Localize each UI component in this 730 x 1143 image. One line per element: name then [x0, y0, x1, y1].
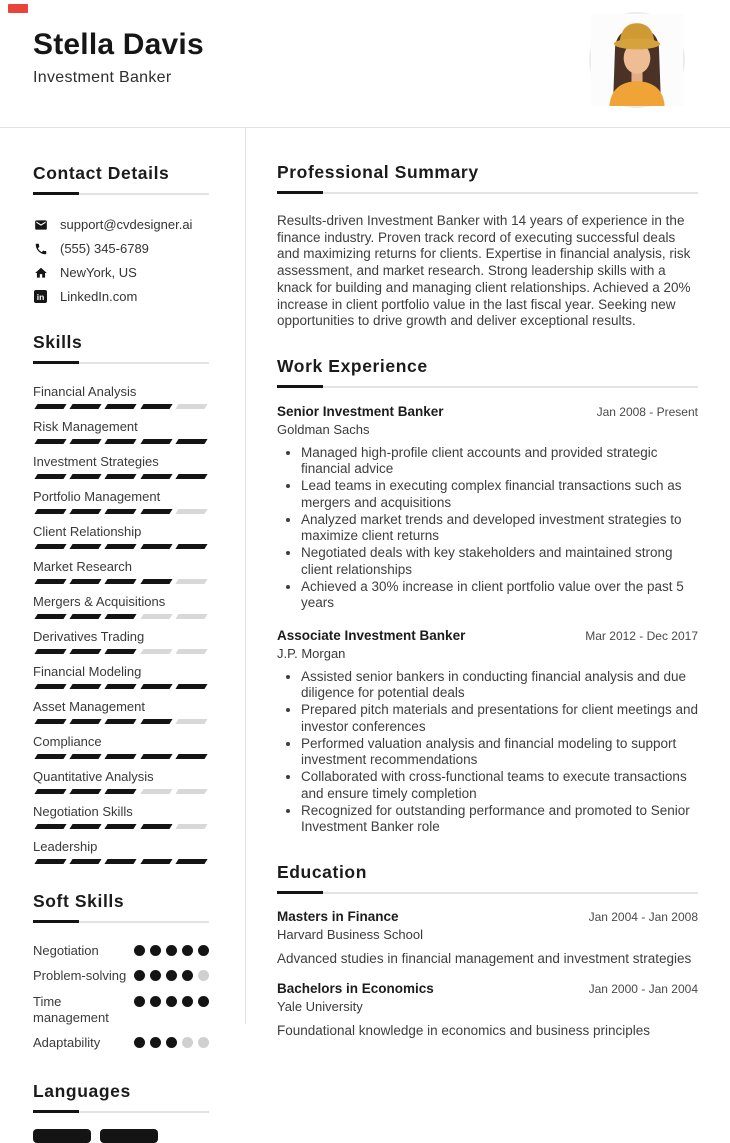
job-entry: [277, 404, 698, 612]
skill-label: Compliance: [33, 734, 102, 749]
soft-skill-dot: [150, 945, 161, 956]
skill-bar: [33, 649, 209, 654]
skill-bar-segment: [34, 824, 66, 829]
skill-bar: [33, 859, 209, 864]
soft-skill-dot: [134, 996, 145, 1007]
avatar: [589, 12, 685, 108]
skills-section-title: Skills: [33, 332, 83, 352]
skill-bar: [33, 824, 209, 829]
contact-phone-text: (555) 345-6789: [60, 241, 149, 256]
job-entry-head: [277, 628, 698, 643]
degree-description: Foundational knowledge in economics and business principles: [277, 1022, 650, 1038]
language-pill: [100, 1129, 158, 1143]
job-bullet: • Managed high-profile client accounts and provided strategic financial advice: [301, 445, 698, 478]
skill-bar: [33, 544, 209, 549]
soft-skill-label: Adaptability: [33, 1035, 101, 1050]
skill-bar-segment: [140, 824, 172, 829]
education-section: [277, 862, 698, 1038]
skill-bar-segment: [140, 404, 172, 409]
skill-bar-segment: [140, 859, 172, 864]
contact-list: [33, 217, 209, 304]
degree-name: Bachelors in Economics: [277, 980, 434, 996]
soft-skill-dot: [198, 970, 209, 981]
skill-bar-segment: [140, 754, 172, 759]
skill-bar: [33, 754, 209, 759]
skill-bar-segment: [105, 614, 137, 619]
section-rule: [277, 191, 698, 194]
skill-bar-segment: [105, 579, 137, 584]
skills-list: [33, 384, 209, 864]
header: [0, 0, 730, 128]
job-bullet: • Analyzed market trends and developed investment strategies to maximize client returns: [301, 512, 698, 545]
skill-bar: [33, 439, 209, 444]
job-dates: Jan 2008 - Present: [596, 404, 698, 419]
job-bullet: • Collaborated with cross-functional teams to execute transactions and ensure timely completion: [301, 769, 698, 802]
skill-bar-segment: [105, 789, 137, 794]
skill-bar-segment: [175, 439, 207, 444]
soft-skill-item: [33, 968, 209, 984]
soft-skill-dot: [182, 996, 193, 1007]
job-bullet: • Lead teams in executing complex financial transactions such as mergers and acquisitions: [301, 478, 698, 511]
soft-skills-section: [33, 891, 209, 1051]
skill-bar-segment: [34, 719, 66, 724]
education-entry-head: [277, 909, 698, 924]
job-dates: Mar 2012 - Dec 2017: [585, 628, 698, 643]
skill-bar-segment: [105, 719, 137, 724]
skill-bar-segment: [105, 404, 137, 409]
languages-section: [33, 1081, 209, 1143]
job-entry: [277, 628, 698, 836]
skill-item: [33, 419, 209, 444]
skill-bar-segment: [34, 859, 66, 864]
skill-bar: [33, 509, 209, 514]
skill-item: [33, 454, 209, 479]
skill-item: [33, 664, 209, 689]
phone-icon: [33, 241, 48, 256]
skill-bar-segment: [70, 509, 102, 514]
degree-name: Masters in Finance: [277, 908, 399, 924]
education-list: [277, 909, 698, 1038]
skill-bar-segment: [34, 474, 66, 479]
job-bullet: • Recognized for outstanding performance and promoted to Senior Investment Banker role: [301, 803, 698, 836]
soft-skill-dot: [182, 945, 193, 956]
skill-bar-segment: [105, 824, 137, 829]
skill-label: Financial Analysis: [33, 384, 137, 399]
soft-skill-item: [33, 943, 209, 959]
job-bullets: [301, 445, 698, 612]
contact-email-text[interactable]: support@cvdesigner.ai: [60, 217, 193, 232]
skill-item: [33, 594, 209, 619]
contact-linkedin-text[interactable]: LinkedIn.com: [60, 289, 138, 304]
skill-label: Portfolio Management: [33, 489, 161, 504]
skill-item: [33, 734, 209, 759]
soft-skill-dot: [166, 1037, 177, 1048]
job-entry-head: [277, 404, 698, 419]
skill-bar: [33, 579, 209, 584]
skill-bar: [33, 404, 209, 409]
body-columns: [0, 128, 730, 1102]
skill-bar-segment: [70, 859, 102, 864]
skill-item: [33, 804, 209, 829]
soft-skill-dot: [150, 970, 161, 981]
experience-section-title: Work Experience: [277, 355, 428, 376]
contact-row-phone: [33, 241, 209, 256]
skill-bar-segment: [70, 789, 102, 794]
soft-skill-label: Negotiation: [33, 943, 99, 958]
skill-bar-segment: [105, 439, 137, 444]
summary-text: Results-driven Investment Banker with 14 years of experience in the finance industry. Proven track record of executing successful deals and maximizing returns for clients. Expertise in financial analysis, risk assessment, and market research. Strong leadership skills with a knack for building and managing client relationships. Achieved a 20% increase in client portfolio value in the last fiscal year. Seeking new opportunities to drive growth and deliver exceptional results.: [277, 213, 691, 329]
language-pills: [33, 1129, 209, 1143]
section-rule: [277, 891, 698, 894]
soft-skill-dots: [134, 994, 209, 1007]
school-name: Yale University: [277, 998, 363, 1014]
skill-label: Market Research: [33, 559, 132, 574]
skill-bar-segment: [175, 509, 207, 514]
soft-skills-list: [33, 943, 209, 1051]
person-name: Stella Davis: [33, 28, 204, 61]
skill-bar: [33, 684, 209, 689]
skill-bar-segment: [175, 684, 207, 689]
skill-bar-segment: [175, 719, 207, 724]
skill-label: Leadership: [33, 839, 98, 854]
contact-location-text: NewYork, US: [60, 265, 137, 280]
job-role: Associate Investment Banker: [277, 627, 466, 643]
skill-item: [33, 839, 209, 864]
job-bullet: • Performed valuation analysis and financial modeling to support investment recommendations: [301, 736, 698, 769]
skill-bar-segment: [140, 614, 172, 619]
skill-bar: [33, 614, 209, 619]
skill-bar-segment: [70, 404, 102, 409]
soft-skill-dot: [182, 1037, 193, 1048]
skill-item: [33, 384, 209, 409]
soft-skill-item: [33, 994, 209, 1027]
section-rule: [33, 361, 209, 364]
skill-bar-segment: [34, 754, 66, 759]
summary-section-title: Professional Summary: [277, 162, 479, 182]
soft-skill-dot: [166, 996, 177, 1007]
job-bullet: • Negotiated deals with key stakeholders and maintained strong client relationships: [301, 545, 698, 578]
soft-skill-item: [33, 1035, 209, 1051]
person-job-title: Investment Banker: [33, 69, 172, 86]
language-pill: [33, 1129, 91, 1143]
skill-bar-segment: [140, 684, 172, 689]
skill-bar-segment: [105, 544, 137, 549]
skill-bar-segment: [70, 579, 102, 584]
skill-bar-segment: [140, 579, 172, 584]
soft-skill-dots: [134, 968, 209, 981]
skill-bar-segment: [70, 684, 102, 689]
skill-bar-segment: [70, 614, 102, 619]
skill-bar-segment: [70, 649, 102, 654]
languages-section-title: Languages: [33, 1081, 131, 1102]
skill-bar-segment: [105, 649, 137, 654]
skill-bar-segment: [34, 439, 66, 444]
soft-skill-dot: [198, 996, 209, 1007]
skill-label: Client Relationship: [33, 524, 142, 539]
skill-label: Negotiation Skills: [33, 804, 133, 819]
skill-bar-segment: [105, 754, 137, 759]
skill-item: [33, 699, 209, 724]
soft-skill-dot: [134, 970, 145, 981]
soft-skill-dot: [134, 1037, 145, 1048]
skill-bar-segment: [70, 474, 102, 479]
email-icon: [33, 217, 48, 232]
skill-label: Financial Modeling: [33, 664, 142, 679]
skill-bar-segment: [105, 474, 137, 479]
skill-bar-segment: [105, 684, 137, 689]
skill-bar-segment: [70, 719, 102, 724]
job-company: J.P. Morgan: [277, 645, 346, 661]
contact-section-title: Contact Details: [33, 163, 170, 183]
education-entry-head: [277, 981, 698, 996]
degree-dates: Jan 2000 - Jan 2004: [588, 981, 698, 996]
skill-label: Risk Management: [33, 419, 138, 434]
linkedin-icon: in: [33, 289, 48, 304]
skill-bar-segment: [140, 789, 172, 794]
contact-row-email: [33, 217, 209, 232]
soft-skill-dot: [150, 1037, 161, 1048]
skill-item: [33, 769, 209, 794]
skill-bar: [33, 474, 209, 479]
skill-bar-segment: [175, 614, 207, 619]
skill-bar-segment: [175, 579, 207, 584]
skill-label: Mergers & Acquisitions: [33, 594, 166, 609]
skill-bar-segment: [34, 509, 66, 514]
skill-bar-segment: [175, 859, 207, 864]
skill-bar-segment: [70, 824, 102, 829]
section-rule: [33, 920, 209, 923]
skill-item: [33, 489, 209, 514]
skill-bar: [33, 789, 209, 794]
soft-skills-section-title: Soft Skills: [33, 891, 125, 911]
soft-skill-dots: [134, 1035, 209, 1048]
skill-bar-segment: [175, 544, 207, 549]
soft-skill-dot: [166, 970, 177, 981]
job-bullets: [301, 669, 698, 836]
skill-bar-segment: [34, 544, 66, 549]
soft-skill-dots: [134, 943, 209, 956]
section-rule: [33, 1110, 209, 1113]
degree-dates: Jan 2004 - Jan 2008: [588, 909, 698, 924]
skills-section: [33, 332, 209, 864]
skill-bar-segment: [34, 649, 66, 654]
job-bullet: • Achieved a 30% increase in client portfolio value over the past 5 years: [301, 579, 698, 612]
main-column: [246, 128, 730, 1038]
skill-item: [33, 629, 209, 654]
red-corner-marker: [8, 4, 28, 13]
education-entry: [277, 981, 698, 1038]
school-name: Harvard Business School: [277, 926, 423, 942]
job-bullet: • Assisted senior bankers in conducting financial analysis and due diligence for potential deals: [301, 669, 698, 702]
skill-bar-segment: [34, 579, 66, 584]
skill-bar-segment: [34, 404, 66, 409]
skill-bar-segment: [175, 754, 207, 759]
skill-bar-segment: [140, 474, 172, 479]
skill-bar-segment: [140, 509, 172, 514]
skill-bar-segment: [175, 824, 207, 829]
degree-description: Advanced studies in financial management and investment strategies: [277, 950, 692, 966]
home-icon: [33, 265, 48, 280]
skill-bar-segment: [34, 789, 66, 794]
skill-bar-segment: [175, 404, 207, 409]
soft-skill-dot: [166, 945, 177, 956]
skill-bar-segment: [34, 614, 66, 619]
contact-row-linkedin: [33, 289, 209, 304]
soft-skill-dot: [134, 945, 145, 956]
skill-label: Asset Management: [33, 699, 146, 714]
soft-skill-dot: [182, 970, 193, 981]
skill-bar-segment: [70, 439, 102, 444]
job-company: Goldman Sachs: [277, 421, 370, 437]
avatar-illustration: [591, 14, 683, 106]
jobs-list: [277, 404, 698, 836]
skill-item: [33, 524, 209, 549]
education-section-title: Education: [277, 861, 367, 882]
soft-skill-dot: [198, 1037, 209, 1048]
section-rule: [33, 192, 209, 195]
job-bullet: • Prepared pitch materials and presentations for client meetings and investor conferences: [301, 702, 698, 735]
contact-section: [33, 163, 209, 304]
contact-row-location: [33, 265, 209, 280]
section-rule: [277, 385, 698, 388]
skill-bar-segment: [140, 719, 172, 724]
skill-label: Quantitative Analysis: [33, 769, 154, 784]
skill-bar-segment: [140, 649, 172, 654]
skill-bar-segment: [140, 544, 172, 549]
soft-skill-dot: [150, 996, 161, 1007]
skill-bar-segment: [105, 859, 137, 864]
experience-section: [277, 356, 698, 836]
skill-bar-segment: [34, 684, 66, 689]
education-entry: [277, 909, 698, 966]
job-role: Senior Investment Banker: [277, 403, 444, 419]
soft-skill-label: Time management: [33, 993, 109, 1025]
soft-skill-label: Problem-solving: [33, 968, 127, 984]
skill-label: Investment Strategies: [33, 454, 159, 469]
soft-skill-dot: [198, 945, 209, 956]
skill-bar-segment: [175, 789, 207, 794]
skill-bar-segment: [105, 509, 137, 514]
skill-bar: [33, 719, 209, 724]
sidebar: [0, 128, 246, 1102]
skill-bar-segment: [175, 649, 207, 654]
summary-section: [277, 162, 698, 330]
skill-bar-segment: [175, 474, 207, 479]
skill-bar-segment: [70, 754, 102, 759]
skill-bar-segment: [70, 544, 102, 549]
skill-bar-segment: [140, 439, 172, 444]
skill-label: Derivatives Trading: [33, 629, 145, 644]
skill-item: [33, 559, 209, 584]
